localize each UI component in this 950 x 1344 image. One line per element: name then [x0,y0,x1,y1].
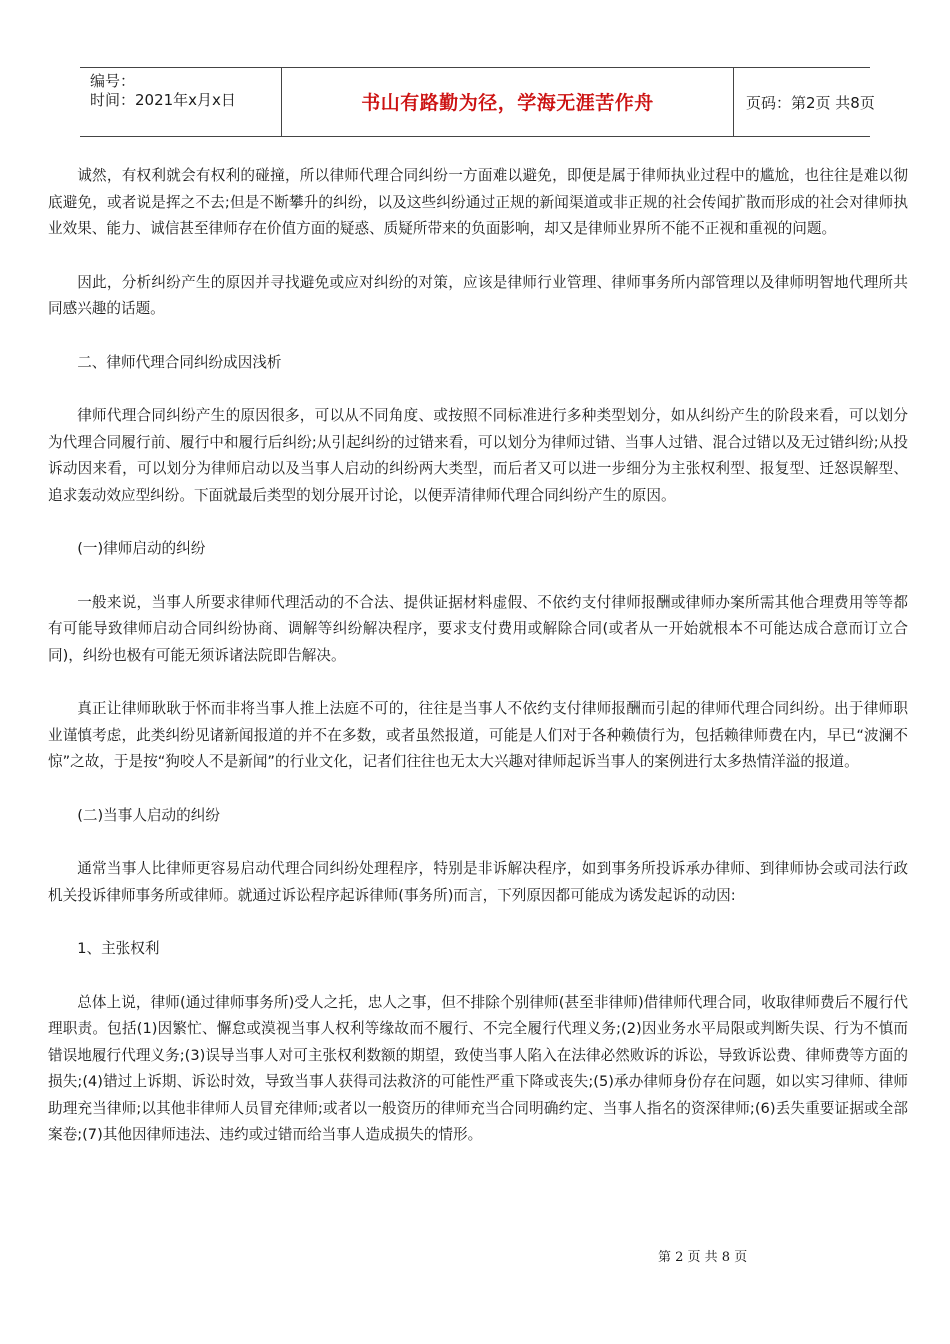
serial-number-label: 编号： [90,72,136,90]
body-paragraph: 真正让律师耿耿于怀而非将当事人推上法庭不可的，往往是当事人不依约支付律师报酬而引起的律师代理合同纠纷。出于律师职业谨慎考虑，此类纠纷见诸新闻报道的并不在多数，或者虽然报道，可能是人们对于各种赖债行为，包括赖律师费在内，早已“波澜不惊”之故，于是按“狗咬人不是新闻”的行业文化，记者们往往也无太大兴趣对律师起诉当事人的案例进行太多热情洋溢的报道。 [48,700,908,770]
header-page-cell [734,68,875,136]
header-motto-cell [282,68,734,136]
header-meta-cell [80,68,282,136]
document-body [48,163,908,1176]
body-paragraph: 总体上说，律师(通过律师事务所)受人之托，忠人之事，但不排除个别律师(甚至非律师)借律师代理合同，收取律师费后不履行代理职责。包括(1)因繁忙、懈怠或漠视当事人权利等缘故而不履行、不完全履行代理义务;(2)因业务水平局限或判断失误、行为不慎而错误地履行代理义务;(3)误导当事人对可主张权利数额的期望，致使当事人陷入在法律必然败诉的诉讼，导致诉讼费、律师费等方面的损失;(4)错过上诉期、诉讼时效，导致当事人获得司法救济的可能性严重下降或丧失;(5)承办律师身份存在问题，如以实习律师、律师助理充当律师;以其他非律师人员冒充律师;或者以一般资历的律师充当合同明确约定、当事人指名的资深律师;(6)丢失重要证据或全部案卷;(7)其他因律师违法、违约或过错而给当事人造成损失的情形。 [48,993,908,1143]
document-header [80,67,875,137]
body-paragraph: 通常当事人比律师更容易启动代理合同纠纷处理程序，特别是非诉解决程序，如到事务所投诉承办律师、到律师协会或司法行政机关投诉律师事务所或律师。就通过诉讼程序起诉律师(事务所)而言，下列原因都可能成为诱发起诉的动因: [48,860,908,904]
page-footer: 第 2 页 共 8 页 [658,1250,748,1265]
subsection-heading: (一)律师启动的纠纷 [77,540,206,557]
body-paragraph: 诚然，有权利就会有权利的碰撞，所以律师代理合同纠纷一方面难以避免，即便是属于律师执业过程中的尴尬，也往往是难以彻底避免，或者说是挥之不去;但是不断攀升的纠纷，以及这些纠纷通过正规的新闻渠道或非正规的社会传闻扩散而形成的社会对律师执业效果、能力、诚信甚至律师存在价值方面的疑惑、质疑所带来的负面影响，却又是律师业界所不能不正视和重视的问题。 [48,167,908,237]
item-heading: 1、主张权利 [77,940,160,957]
body-paragraph: 因此，分析纠纷产生的原因并寻找避免或应对纠纷的对策，应该是律师行业管理、律师事务所内部管理以及律师明智地代理所共同感兴趣的话题。 [48,273,908,317]
section-heading: 二、律师代理合同纠纷成因浅析 [77,353,282,371]
body-paragraph: 律师代理合同纠纷产生的原因很多，可以从不同角度、或按照不同标准进行多种类型划分，如从纠纷产生的阶段来看，可以划分为代理合同履行前、履行中和履行后纠纷;从引起纠纷的过错来看，可以划分为律师过错、当事人过错、混合过错以及无过错纠纷;从投诉动因来看，可以划分为律师启动以及当事人启动的纠纷两大类型，而后者又可以进一步细分为主张权利型、报复型、迁怒误解型、追求轰动效应型纠纷。下面就最后类型的划分展开讨论，以便弄清律师代理合同纠纷产生的原因。 [48,407,908,504]
header-page-number: 页码：第2页 共8页 [746,94,875,112]
date-label: 时间：2021年x月x日 [90,91,236,109]
subsection-heading: (二)当事人启动的纠纷 [77,806,220,824]
body-paragraph: 一般来说，当事人所要求律师代理活动的不合法、提供证据材料虚假、不依约支付律师报酬或律师办案所需其他合理费用等等都有可能导致律师启动合同纠纷协商、调解等纠纷解决程序，要求支付费用或解除合同(或者从一开始就根本不可能达成合意而订立合同)，纠纷也极有可能无须诉诸法院即告解决。 [48,593,908,664]
header-motto: 书山有路勤为径，学海无涯苦作舟 [361,92,654,114]
